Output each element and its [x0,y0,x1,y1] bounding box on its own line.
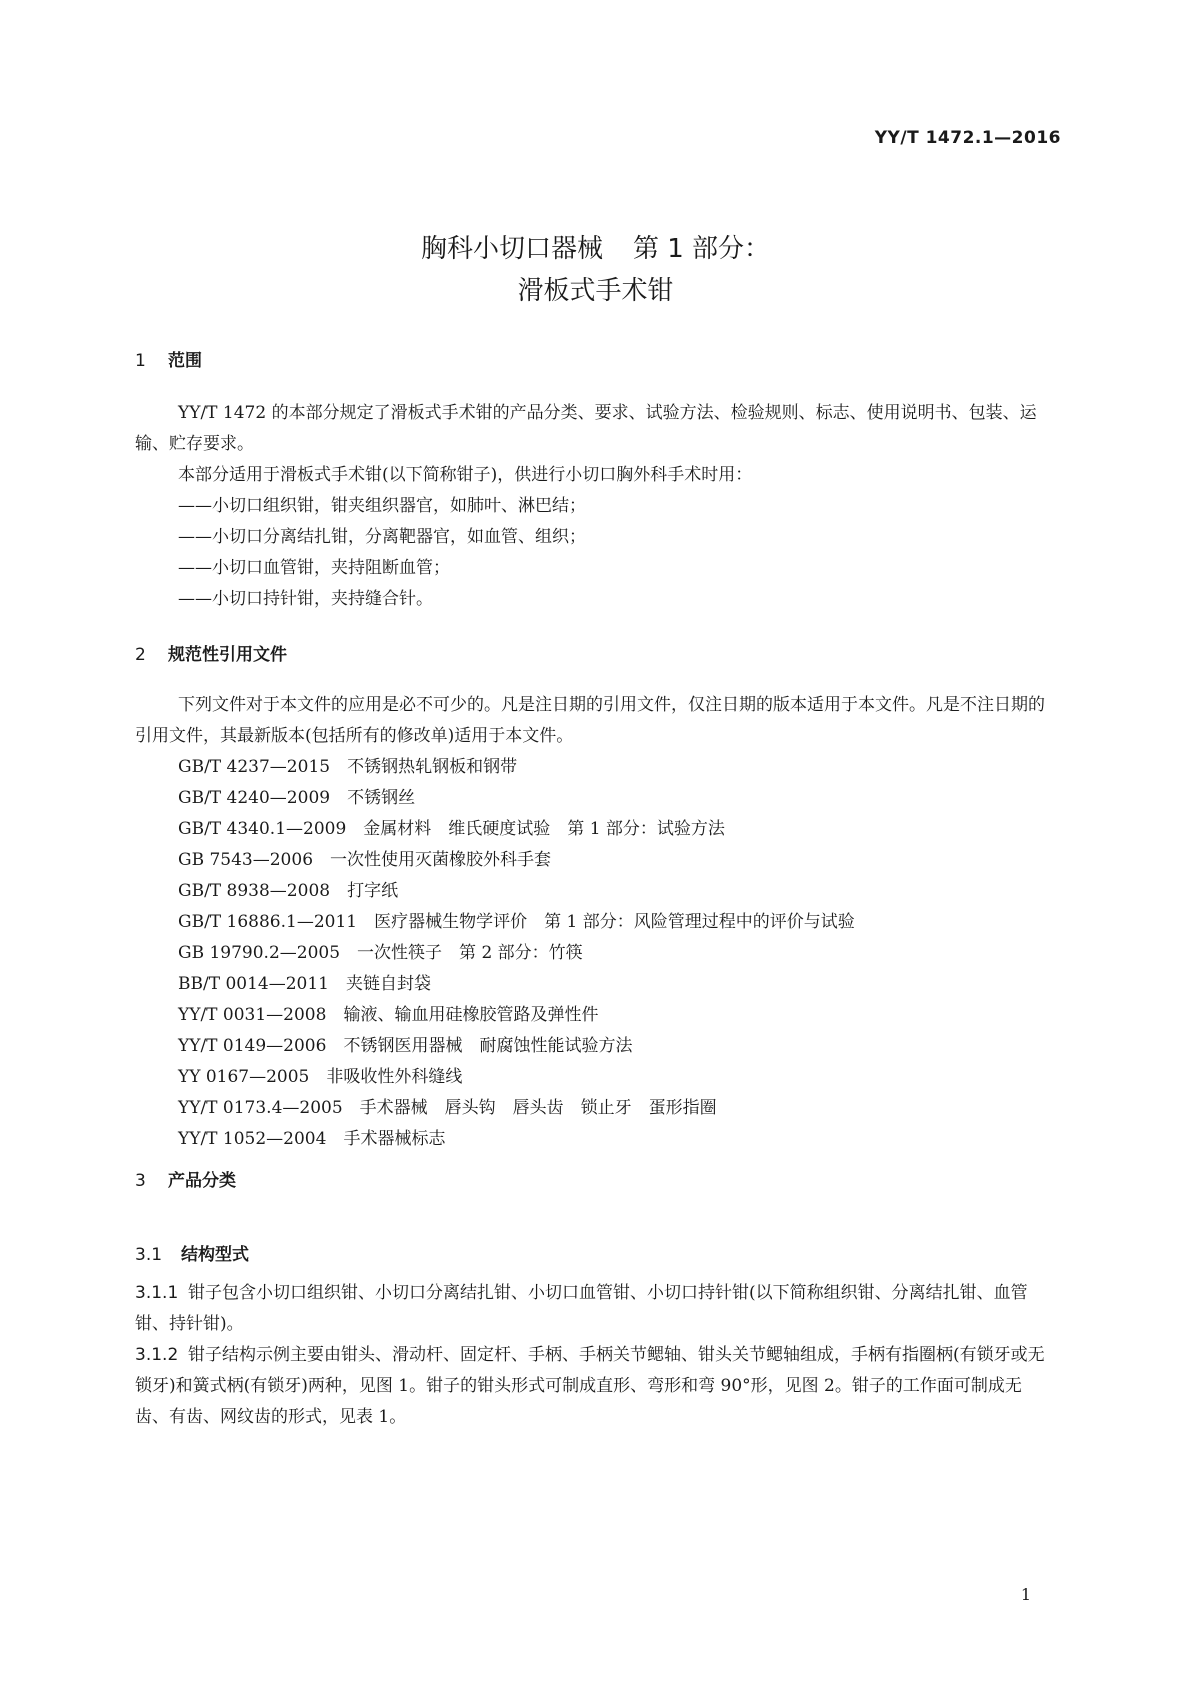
subsection-title: 结构型式 [181,1245,249,1265]
section-3-heading [135,1166,236,1191]
section-1-body [135,398,1055,615]
page-number: 1 [1020,1585,1031,1604]
title-line-1 [0,228,1191,270]
reference-item: YY/T 0173.4—2005 手术器械 唇头钩 唇头齿 锁止牙 蛋形指圈 [178,1098,717,1118]
list-item: ——小切口持针钳，夹持缝合针。 [178,589,433,609]
reference-item: YY/T 0031—2008 输液、输血用硅橡胶管路及弹性件 [178,1005,599,1025]
list-item: ——小切口分离结扎钳，分离靶器官，如血管、组织； [178,527,586,547]
clause-3-1-1 [135,1278,1055,1340]
clause-text: 钳子结构示例主要由钳头、滑动杆、固定杆、手柄、手柄关节鳃轴、钳头关节鳃轴组成，手柄有指圈柄(有锁牙或无锁牙)和簧式柄(有锁牙)两种，见图 1。钳子的钳头形式可制成直形、弯形和弯 90°形，见图 2。钳子的工作面可制成无齿、有齿、网纹齿的形式，见表 1。 [135,1345,1045,1427]
title-line-2: 滑板式手术钳 [517,276,674,306]
section-title: 产品分类 [168,1171,236,1191]
clause-3-1-2 [135,1340,1055,1433]
section-title: 范围 [168,351,202,371]
section-title: 规范性引用文件 [168,645,287,665]
reference-item: GB/T 4237—2015 不锈钢热轧钢板和钢带 [178,757,518,777]
reference-item: YY/T 1052—2004 手术器械标志 [178,1129,446,1149]
reference-item: GB 19790.2—2005 一次性筷子 第 2 部分：竹筷 [178,943,583,963]
paragraph: 下列文件对于本文件的应用是必不可少的。凡是注日期的引用文件，仅注日期的版本适用于本文件。凡是不注日期的引用文件，其最新版本(包括所有的修改单)适用于本文件。 [135,695,1045,746]
section-3-body [135,1278,1055,1433]
list-item: ——小切口组织钳，钳夹组织器官，如肺叶、淋巴结； [178,496,586,516]
reference-item: GB/T 4340.1—2009 金属材料 维氏硬度试验 第 1 部分：试验方法 [178,819,725,839]
section-1-heading [135,346,202,371]
reference-item: YY/T 0149—2006 不锈钢医用器械 耐腐蚀性能试验方法 [178,1036,633,1056]
clause-number: 3.1.2 [135,1345,179,1365]
list-item: ——小切口血管钳，夹持阻断血管； [178,558,450,578]
paragraph: YY/T 1472 的本部分规定了滑板式手术钳的产品分类、要求、试验方法、检验规则、标志、使用说明书、包装、运输、贮存要求。 [135,403,1037,454]
section-number: 1 [135,351,146,371]
subsection-number: 3.1 [135,1245,163,1265]
reference-item: GB/T 8938—2008 打字纸 [178,881,399,901]
title-part: 第 1 部分： [632,234,771,264]
document-title [0,228,1191,312]
reference-item: BB/T 0014—2011 夹链自封袋 [178,974,431,994]
section-2-heading [135,640,287,665]
standard-code: YY/T 1472.1—2016 [874,128,1061,148]
section-number: 2 [135,645,146,665]
reference-item: GB 7543—2006 一次性使用灭菌橡胶外科手套 [178,850,552,870]
paragraph: 本部分适用于滑板式手术钳(以下简称钳子)，供进行小切口胸外科手术时用： [178,465,753,485]
clause-text: 钳子包含小切口组织钳、小切口分离结扎钳、小切口血管钳、小切口持针钳(以下简称组织钳、分离结扎钳、血管钳、持针钳)。 [135,1283,1028,1334]
reference-item: GB/T 4240—2009 不锈钢丝 [178,788,416,808]
subsection-3-1-heading [135,1240,249,1265]
reference-item: GB/T 16886.1—2011 医疗器械生物学评价 第 1 部分：风险管理过程中的评价与试验 [178,912,855,932]
reference-item: YY 0167—2005 非吸收性外科缝线 [178,1067,463,1087]
section-2-body [135,690,1055,1155]
title-main: 胸科小切口器械 [420,234,603,264]
clause-number: 3.1.1 [135,1283,179,1303]
section-number: 3 [135,1171,146,1191]
